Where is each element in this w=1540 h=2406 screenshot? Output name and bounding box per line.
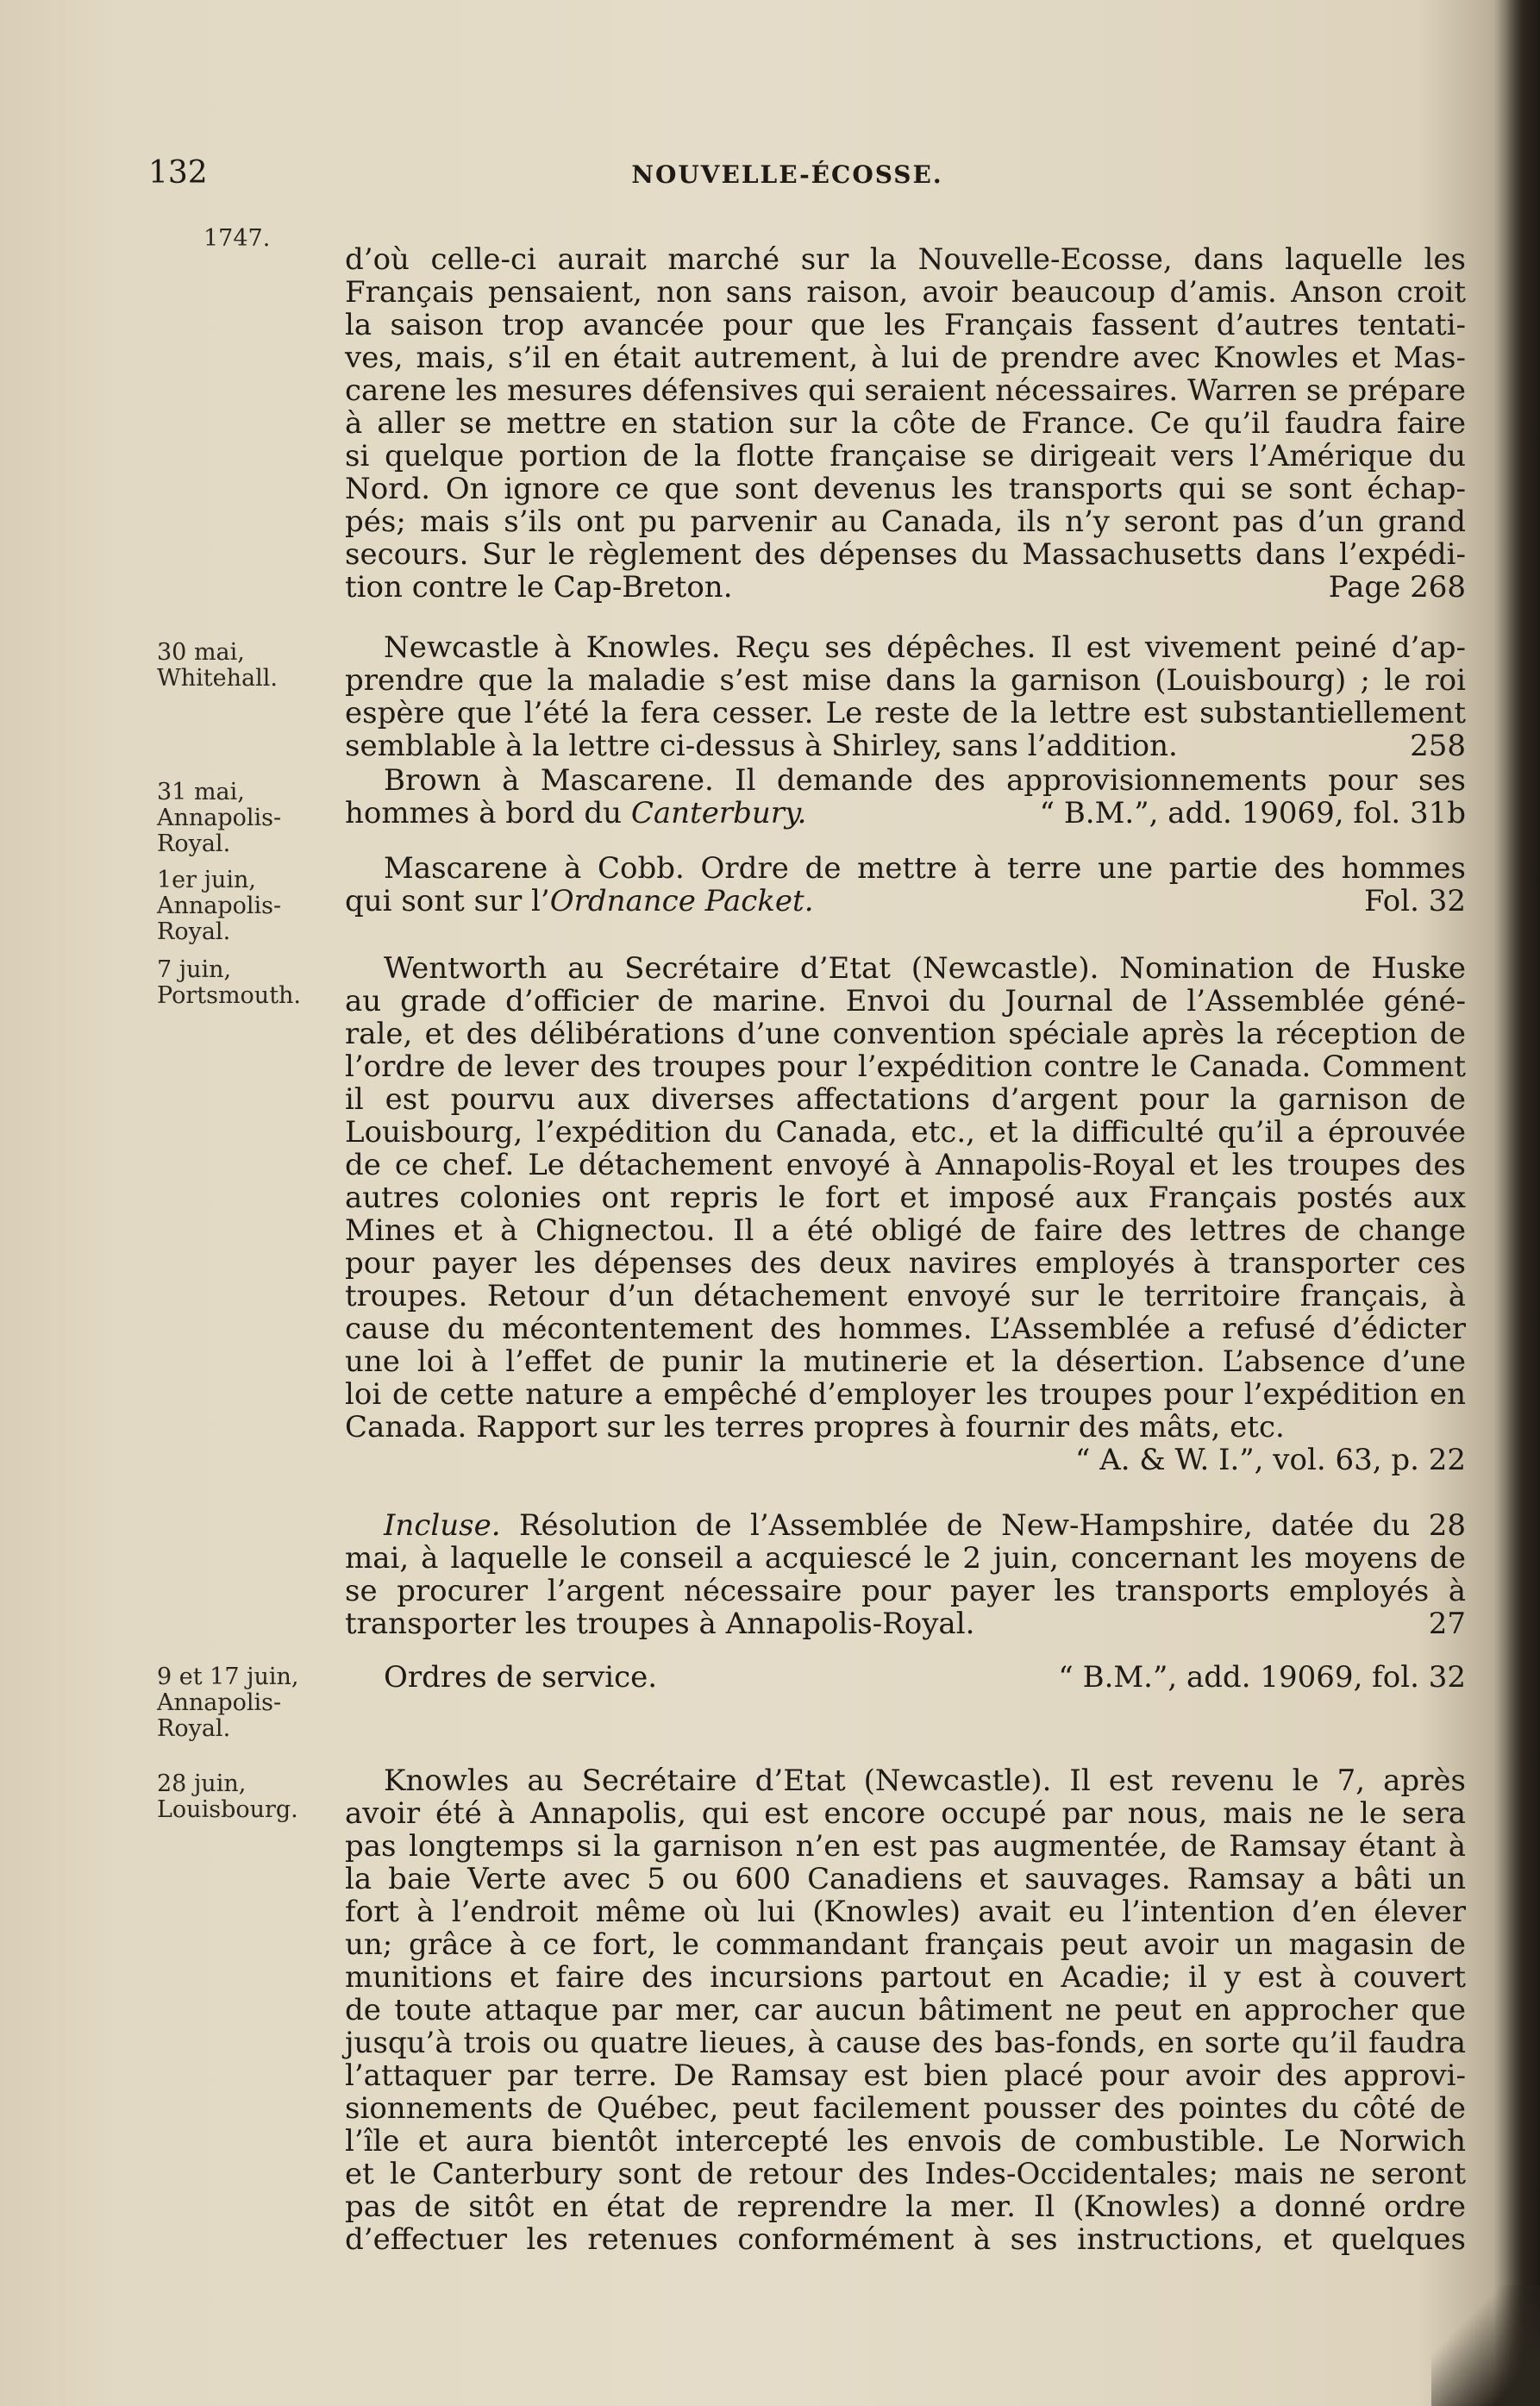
text-line: sionnements de Québec, peut facilement pousser des pointes du côté de (345, 2091, 1466, 2126)
text-line: mai, à laquelle le conseil a acquiescé le 2 juin, concernant les moyens de (345, 1541, 1466, 1576)
source-reference: 27 (1428, 1607, 1466, 1641)
text-line: un; grâce à ce fort, le commandant français peut avoir un magasin de (345, 1927, 1466, 1962)
text-line: transporter les troupes à Annapolis-Royal. (345, 1607, 975, 1641)
entry-date: 9 et 17 juin, (157, 1664, 299, 1690)
source-reference: 258 (1410, 729, 1466, 763)
source-reference: Page 268 (1328, 570, 1466, 605)
text-line: pas longtemps si la garnison n’en est pas augmentée, de Ramsay étant à (345, 1829, 1466, 1864)
text-line: autres colonies ont repris le fort et imposé aux Français postés aux (345, 1181, 1466, 1215)
margin-year: 1747. (203, 225, 271, 252)
margin-date (157, 780, 338, 857)
text-line: semblable à la lettre ci-dessus à Shirley, sans l’addition. (345, 729, 1178, 763)
page-number: 132 (148, 155, 208, 191)
text-line: espère que l’été la fera cesser. Le reste de la lettre est substantiellement (345, 696, 1466, 730)
margin-date (157, 1771, 338, 1823)
entry-place: Annapolis-Royal. (157, 1689, 282, 1742)
text-line: de toute attaque par mer, car aucun bâtiment ne peut en approcher que (345, 1993, 1466, 2027)
text-line: à aller se mettre en station sur la côte de France. Ce qu’il faudra faire (345, 406, 1466, 441)
text-line-start: hommes à bord du (345, 796, 623, 830)
text-line-rest: Résolution de l’Assemblée de New-Hampshire, datée du 28 (518, 1508, 1466, 1543)
text-line: il est pourvu aux diverses affectations d’argent pour la garnison de (345, 1082, 1466, 1117)
text-line: carene les mesures défensives qui seraient nécessaires. Warren se prépare (345, 373, 1466, 408)
text-line: l’île et aura bientôt intercepté les envois de combustible. Le Norwich (345, 2124, 1466, 2159)
text-line: la baie Verte avec 5 ou 600 Canadiens et sauvages. Ramsay a bâti un (345, 1862, 1466, 1896)
margin-date (157, 868, 338, 945)
page-edge-shadow (1506, 0, 1540, 2406)
entry-place: Annapolis-Royal. (157, 805, 282, 857)
text-line: troupes. Retour d’un détachement envoyé sur le territoire français, à (345, 1279, 1466, 1313)
text-line: se procurer l’argent nécessaire pour payer les transports employés à (345, 1574, 1466, 1608)
text-line: d’où celle-ci aurait marché sur la Nouvelle-Ecosse, dans laquelle les (345, 242, 1466, 277)
source-reference: “ B.M.”, add. 19069, fol. 32 (1058, 1660, 1466, 1695)
text-line (345, 1509, 1466, 1542)
text-line: la saison trop avancée pour que les Français fassent d’autres tentati- (345, 308, 1466, 342)
text-line: si quelque portion de la flotte française se dirigeait vers l’Amérique du (345, 439, 1466, 473)
text-line: secours. Sur le règlement des dépenses du Massachusetts dans l’expédi- (345, 537, 1466, 572)
text-line: avoir été à Annapolis, qui est encore occupé par nous, mais ne le sera (345, 1796, 1466, 1831)
text-line: l’attaquer par terre. De Ramsay est bien placé pour avoir des approvi- (345, 2058, 1466, 2093)
entry-date: 1er juin, (157, 867, 257, 893)
entry-place: Annapolis-Royal. (157, 893, 282, 945)
entry-date: 31 mai, (157, 779, 245, 805)
text-line: loi de cette nature a empêché d’employer les troupes pour l’expédition en (345, 1377, 1466, 1412)
source-reference: Fol. 32 (1364, 884, 1466, 918)
text-line: Newcastle à Knowles. Reçu ses dépêches. Il est vivement peiné d’ap- (384, 630, 1466, 665)
page-corner-shadow (1431, 2285, 1540, 2406)
text-line-start: qui sont sur l’ (345, 884, 550, 918)
source-reference: “ B.M.”, add. 19069, fol. 31b (1039, 796, 1466, 830)
text-line: Ordres de service. (384, 1660, 658, 1695)
text-line: et le Canterbury sont de retour des Indes-Occidentales; mais ne seront (345, 2157, 1466, 2191)
text-line: pour payer les dépenses des deux navires employés à transporter ces (345, 1246, 1466, 1281)
entry-date: 30 mai, (157, 639, 245, 666)
text-line: rale, et des délibérations d’une convention spéciale après la réception de (345, 1017, 1466, 1051)
text-line: jusqu’à trois ou quatre lieues, à cause des bas-fonds, en sorte qu’il faudra (345, 2026, 1466, 2060)
text-line: Nord. On ignore ce que sont devenus les transports qui se sont échap- (345, 472, 1466, 506)
text-line: Mascarene à Cobb. Ordre de mettre à terre une partie des hommes (384, 851, 1466, 886)
text-line: Wentworth au Secrétaire d’Etat (Newcastle). Nomination de Huske (384, 951, 1466, 986)
entry-place: Portsmouth. (157, 982, 302, 1009)
margin-date (157, 957, 338, 1009)
text-line: prendre que la maladie s’est mise dans la garnison (Louisbourg) ; le roi (345, 663, 1466, 698)
margin-date (157, 1664, 338, 1742)
text-line: au grade d’officier de marine. Envoi du Journal de l’Assemblée géné- (345, 984, 1466, 1018)
ship-name: Canterbury. (630, 796, 807, 830)
text-line: ves, mais, s’il en était autrement, à lui de prendre avec Knowles et Mas- (345, 341, 1466, 375)
ship-name: Ordnance Packet. (549, 884, 814, 918)
incluse-label: Incluse. (384, 1508, 501, 1543)
text-line: pés; mais s’ils ont pu parvenir au Canada, ils n’y seront pas d’un grand (345, 504, 1466, 539)
text-line: de ce chef. Le détachement envoyé à Annapolis-Royal et les troupes des (345, 1148, 1466, 1182)
text-line: Knowles au Secrétaire d’Etat (Newcastle). Il est revenu le 7, après (384, 1764, 1466, 1798)
entry-place: Whitehall. (157, 665, 278, 692)
text-line: munitions et faire des incursions partout en Acadie; il y est à couvert (345, 1960, 1466, 1995)
text-line: Mines et à Chignectou. Il a été obligé de faire des lettres de change (345, 1213, 1466, 1248)
text-line: une loi à l’effet de punir la mutinerie et la désertion. L’absence d’une (345, 1344, 1466, 1379)
page-header (0, 155, 1540, 198)
running-title: NOUVELLE-ÉCOSSE. (631, 160, 943, 189)
text-line: Brown à Mascarene. Il demande des approvisionnements pour ses (384, 763, 1466, 798)
text-line: cause du mécontentement des hommes. L’Assemblée a refusé d’édicter (345, 1312, 1466, 1346)
text-line: Louisbourg, l’expédition du Canada, etc., et la difficulté qu’il a éprouvée (345, 1115, 1466, 1150)
text-line: Canada. Rapport sur les terres propres à fournir des mâts, etc. (345, 1410, 1285, 1444)
text-line: Français pensaient, non sans raison, avoir beaucoup d’amis. Anson croit (345, 275, 1466, 310)
margin-date (157, 640, 338, 692)
entry-date: 7 juin, (157, 956, 232, 983)
text-line: tion contre le Cap-Breton. (345, 570, 733, 605)
text-line (345, 885, 1466, 918)
text-line: d’effectuer les retenues conformément à ses instructions, et quelques (345, 2222, 1466, 2257)
text-line: fort à l’endroit même où lui (Knowles) avait eu l’intention d’en élever (345, 1895, 1466, 1929)
text-line: l’ordre de lever des troupes pour l’expédition contre le Canada. Comment (345, 1049, 1466, 1084)
text-line: pas de sitôt en état de reprendre la mer. Il (Knowles) a donné ordre (345, 2190, 1466, 2224)
entry-place: Louisbourg. (157, 1796, 298, 1823)
source-reference: “ A. & W. I.”, vol. 63, p. 22 (1075, 1443, 1466, 1477)
entry-date: 28 juin, (157, 1770, 247, 1797)
